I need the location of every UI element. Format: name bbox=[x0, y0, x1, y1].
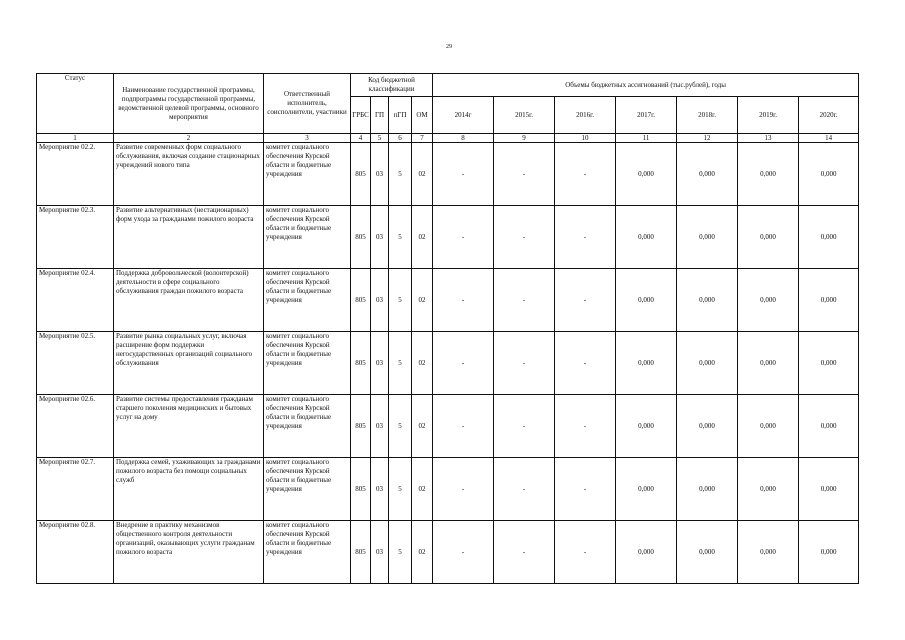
column-number: 11 bbox=[616, 134, 677, 143]
budget-value-cell: 0,000 bbox=[677, 332, 738, 395]
page-number: 29 bbox=[446, 44, 452, 50]
budget-value-cell: 0,000 bbox=[616, 143, 677, 206]
budget-code-cell: 805 bbox=[351, 269, 371, 332]
activity-name-cell: Поддержка семей, ухаживающих за гражданами пожилого возраста без помощи социальных служб bbox=[114, 458, 264, 521]
budget-code-cell: 03 bbox=[371, 395, 389, 458]
budget-value-cell: - bbox=[494, 458, 555, 521]
budget-value-cell: - bbox=[494, 143, 555, 206]
budget-value-cell: - bbox=[433, 143, 494, 206]
budget-value-cell: - bbox=[555, 206, 616, 269]
activity-name-cell: Поддержка добровольческой (волонтерской) деятельности в сфере социального обслуживания граждан пожилого возраста bbox=[114, 269, 264, 332]
header-year: 2018г. bbox=[677, 97, 738, 134]
budget-code-cell: 03 bbox=[371, 206, 389, 269]
budget-value-cell: 0,000 bbox=[616, 206, 677, 269]
budget-value-cell: 0,000 bbox=[738, 206, 799, 269]
budget-value-cell: 0,000 bbox=[738, 521, 799, 584]
budget-value-cell: - bbox=[494, 206, 555, 269]
table-row bbox=[37, 521, 859, 584]
activity-name-cell: Развитие системы предоставления гражданам старшего поколения медицинских и бытовых услуг на дому bbox=[114, 395, 264, 458]
budget-value-cell: - bbox=[555, 521, 616, 584]
column-number: 1 bbox=[37, 134, 114, 143]
budget-value-cell: - bbox=[433, 521, 494, 584]
budget-value-cell: 0,000 bbox=[677, 458, 738, 521]
column-number: 2 bbox=[114, 134, 264, 143]
column-number: 8 bbox=[433, 134, 494, 143]
budget-value-cell: 0,000 bbox=[799, 395, 859, 458]
budget-value-cell: 0,000 bbox=[677, 395, 738, 458]
budget-code-cell: 805 bbox=[351, 521, 371, 584]
budget-value-cell: 0,000 bbox=[677, 521, 738, 584]
column-number: 5 bbox=[371, 134, 389, 143]
responsible-cell: комитет социального обеспечения Курской области и бюджетные учреждения bbox=[264, 395, 351, 458]
column-number: 7 bbox=[412, 134, 433, 143]
budget-code-cell: 805 bbox=[351, 206, 371, 269]
budget-code-cell: 02 bbox=[412, 143, 433, 206]
budget-value-cell: 0,000 bbox=[738, 332, 799, 395]
budget-value-cell: - bbox=[555, 332, 616, 395]
budget-value-cell: - bbox=[494, 395, 555, 458]
header-year: 2019г. bbox=[738, 97, 799, 134]
budget-value-cell: - bbox=[494, 521, 555, 584]
header-status: Статус bbox=[37, 74, 114, 134]
budget-value-cell: - bbox=[494, 332, 555, 395]
budget-code-cell: 03 bbox=[371, 458, 389, 521]
budget-value-cell: 0,000 bbox=[799, 269, 859, 332]
budget-value-cell: - bbox=[433, 332, 494, 395]
header-year: 2014г bbox=[433, 97, 494, 134]
budget-value-cell: 0,000 bbox=[799, 206, 859, 269]
budget-code-cell: 02 bbox=[412, 458, 433, 521]
budget-value-cell: 0,000 bbox=[799, 332, 859, 395]
status-cell: Мероприятие 02.2. bbox=[37, 143, 114, 206]
header-year: 2020г. bbox=[799, 97, 859, 134]
budget-code-cell: 02 bbox=[412, 332, 433, 395]
header-volumes: Объемы бюджетных ассигнований (тыс.рублей), годы bbox=[433, 74, 859, 97]
budget-value-cell: 0,000 bbox=[738, 395, 799, 458]
budget-value-cell: 0,000 bbox=[677, 143, 738, 206]
budget-code-cell: 5 bbox=[389, 143, 412, 206]
header-code-om: ОМ bbox=[412, 97, 433, 134]
header-year: 2015г. bbox=[494, 97, 555, 134]
budget-code-cell: 5 bbox=[389, 269, 412, 332]
activity-name-cell: Развитие рынка социальных услуг, включая расширение форм поддержки негосударственных организаций социального обслуживания bbox=[114, 332, 264, 395]
budget-value-cell: 0,000 bbox=[799, 458, 859, 521]
budget-value-cell: 0,000 bbox=[738, 269, 799, 332]
header-code-pgp: пГП bbox=[389, 97, 412, 134]
header-year: 2016г. bbox=[555, 97, 616, 134]
budget-value-cell: - bbox=[433, 206, 494, 269]
budget-value-cell: - bbox=[433, 395, 494, 458]
header-code-grbs: ГРБС bbox=[351, 97, 371, 134]
column-number: 3 bbox=[264, 134, 351, 143]
responsible-cell: комитет социального обеспечения Курской области и бюджетные учреждения bbox=[264, 269, 351, 332]
column-number-row bbox=[37, 134, 859, 143]
table-row bbox=[37, 206, 859, 269]
header-code-gp: ГП bbox=[371, 97, 389, 134]
budget-value-cell: 0,000 bbox=[738, 143, 799, 206]
activity-name-cell: Внедрение в практику механизмов общественного контроля деятельности организаций, оказывающих услуги гражданам пожилого возраста bbox=[114, 521, 264, 584]
budget-value-cell: - bbox=[494, 269, 555, 332]
status-cell: Мероприятие 02.7. bbox=[37, 458, 114, 521]
budget-value-cell: 0,000 bbox=[677, 206, 738, 269]
budget-code-cell: 5 bbox=[389, 521, 412, 584]
column-number: 4 bbox=[351, 134, 371, 143]
budget-value-cell: - bbox=[555, 395, 616, 458]
responsible-cell: комитет социального обеспечения Курской области и бюджетные учреждения bbox=[264, 458, 351, 521]
header-budget-code: Код бюджетной классификации bbox=[351, 74, 433, 97]
budget-value-cell: - bbox=[433, 269, 494, 332]
budget-code-cell: 805 bbox=[351, 143, 371, 206]
activity-name-cell: Развитие современных форм социального обслуживания, включая создание стационарных учреждений нового типа bbox=[114, 143, 264, 206]
column-number: 12 bbox=[677, 134, 738, 143]
budget-value-cell: 0,000 bbox=[799, 521, 859, 584]
budget-code-cell: 805 bbox=[351, 458, 371, 521]
header-name: Наименование государственной программы, подпрограммы государственной программы, ведомственной целевой программы, основного мероприятия bbox=[114, 74, 264, 134]
budget-code-cell: 02 bbox=[412, 269, 433, 332]
status-cell: Мероприятие 02.5. bbox=[37, 332, 114, 395]
budget-code-cell: 03 bbox=[371, 332, 389, 395]
budget-value-cell: 0,000 bbox=[677, 269, 738, 332]
budget-code-cell: 805 bbox=[351, 332, 371, 395]
responsible-cell: комитет социального обеспечения Курской области и бюджетные учреждения bbox=[264, 206, 351, 269]
budget-code-cell: 805 bbox=[351, 395, 371, 458]
table-row bbox=[37, 458, 859, 521]
budget-code-cell: 02 bbox=[412, 521, 433, 584]
budget-value-cell: - bbox=[555, 143, 616, 206]
status-cell: Мероприятие 02.6. bbox=[37, 395, 114, 458]
table-row bbox=[37, 332, 859, 395]
status-cell: Мероприятие 02.8. bbox=[37, 521, 114, 584]
budget-value-cell: - bbox=[555, 269, 616, 332]
responsible-cell: комитет социального обеспечения Курской области и бюджетные учреждения bbox=[264, 143, 351, 206]
budget-code-cell: 02 bbox=[412, 395, 433, 458]
column-number: 13 bbox=[738, 134, 799, 143]
column-number: 6 bbox=[389, 134, 412, 143]
budget-value-cell: 0,000 bbox=[738, 458, 799, 521]
budget-code-cell: 5 bbox=[389, 332, 412, 395]
table-row bbox=[37, 269, 859, 332]
budget-value-cell: 0,000 bbox=[799, 143, 859, 206]
status-cell: Мероприятие 02.3. bbox=[37, 206, 114, 269]
budget-value-cell: 0,000 bbox=[616, 332, 677, 395]
budget-code-cell: 02 bbox=[412, 206, 433, 269]
header-responsible: Ответственный исполнитель, соисполнители, участники bbox=[264, 74, 351, 134]
budget-table bbox=[36, 73, 859, 584]
budget-code-cell: 5 bbox=[389, 206, 412, 269]
responsible-cell: комитет социального обеспечения Курской области и бюджетные учреждения bbox=[264, 332, 351, 395]
budget-value-cell: - bbox=[555, 458, 616, 521]
status-cell: Мероприятие 02.4. bbox=[37, 269, 114, 332]
column-number: 14 bbox=[799, 134, 859, 143]
responsible-cell: комитет социального обеспечения Курской области и бюджетные учреждения bbox=[264, 521, 351, 584]
budget-value-cell: 0,000 bbox=[616, 395, 677, 458]
budget-value-cell: 0,000 bbox=[616, 269, 677, 332]
budget-value-cell: 0,000 bbox=[616, 458, 677, 521]
column-number: 9 bbox=[494, 134, 555, 143]
header-year: 2017г. bbox=[616, 97, 677, 134]
table-row bbox=[37, 143, 859, 206]
budget-code-cell: 03 bbox=[371, 143, 389, 206]
activity-name-cell: Развитие альтернативных (нестационарных) форм ухода за гражданами пожилого возраста bbox=[114, 206, 264, 269]
budget-code-cell: 03 bbox=[371, 521, 389, 584]
table-row bbox=[37, 395, 859, 458]
column-number: 10 bbox=[555, 134, 616, 143]
budget-value-cell: 0,000 bbox=[616, 521, 677, 584]
budget-code-cell: 03 bbox=[371, 269, 389, 332]
budget-value-cell: - bbox=[433, 458, 494, 521]
budget-code-cell: 5 bbox=[389, 395, 412, 458]
budget-code-cell: 5 bbox=[389, 458, 412, 521]
